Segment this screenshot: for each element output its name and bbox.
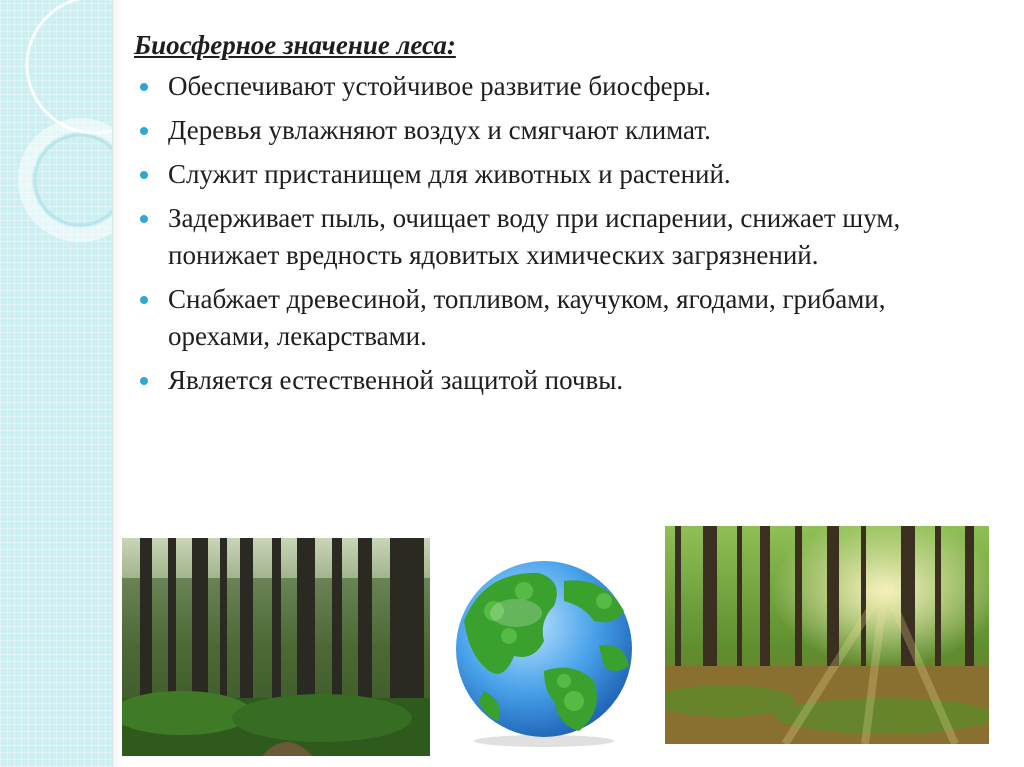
bullet-item bbox=[134, 200, 994, 274]
bullet-icon bbox=[140, 83, 148, 91]
decorative-side-band bbox=[0, 0, 113, 767]
bullet-icon bbox=[140, 377, 148, 385]
bullet-text: Снабжает древесиной, топливом, каучуком, ягодами, грибами, орехами, лекарствами. bbox=[168, 284, 886, 351]
bullet-text: Деревья увлажняют воздух и смягчают климат. bbox=[168, 115, 711, 145]
bullet-list bbox=[134, 68, 994, 399]
forest-photo bbox=[122, 538, 430, 756]
sunlit-forest-photo bbox=[665, 526, 989, 744]
bullet-icon bbox=[140, 215, 148, 223]
bullet-icon bbox=[140, 171, 148, 179]
bullet-icon bbox=[140, 127, 148, 135]
decorative-rings bbox=[0, 0, 112, 767]
bullet-item bbox=[134, 68, 994, 105]
bullet-text: Обеспечивают устойчивое развитие биосферы. bbox=[168, 71, 711, 101]
bullet-item bbox=[134, 112, 994, 149]
bullet-item bbox=[134, 156, 994, 193]
bullet-item bbox=[134, 281, 994, 355]
bullet-icon bbox=[140, 296, 148, 304]
bullet-text: Служит пристанищем для животных и растений. bbox=[168, 159, 731, 189]
green-globe bbox=[444, 551, 644, 749]
slide-edge-shadow bbox=[112, 0, 122, 767]
bullet-text: Задерживает пыль, очищает воду при испарении, снижает шум, понижает вредность ядовитых химических загрязнений. bbox=[168, 203, 901, 270]
bullet-item bbox=[134, 362, 994, 399]
slide-heading: Биосферное значение леса: bbox=[134, 30, 456, 60]
slide-content bbox=[134, 28, 994, 406]
bullet-text: Является естественной защитой почвы. bbox=[168, 365, 624, 395]
